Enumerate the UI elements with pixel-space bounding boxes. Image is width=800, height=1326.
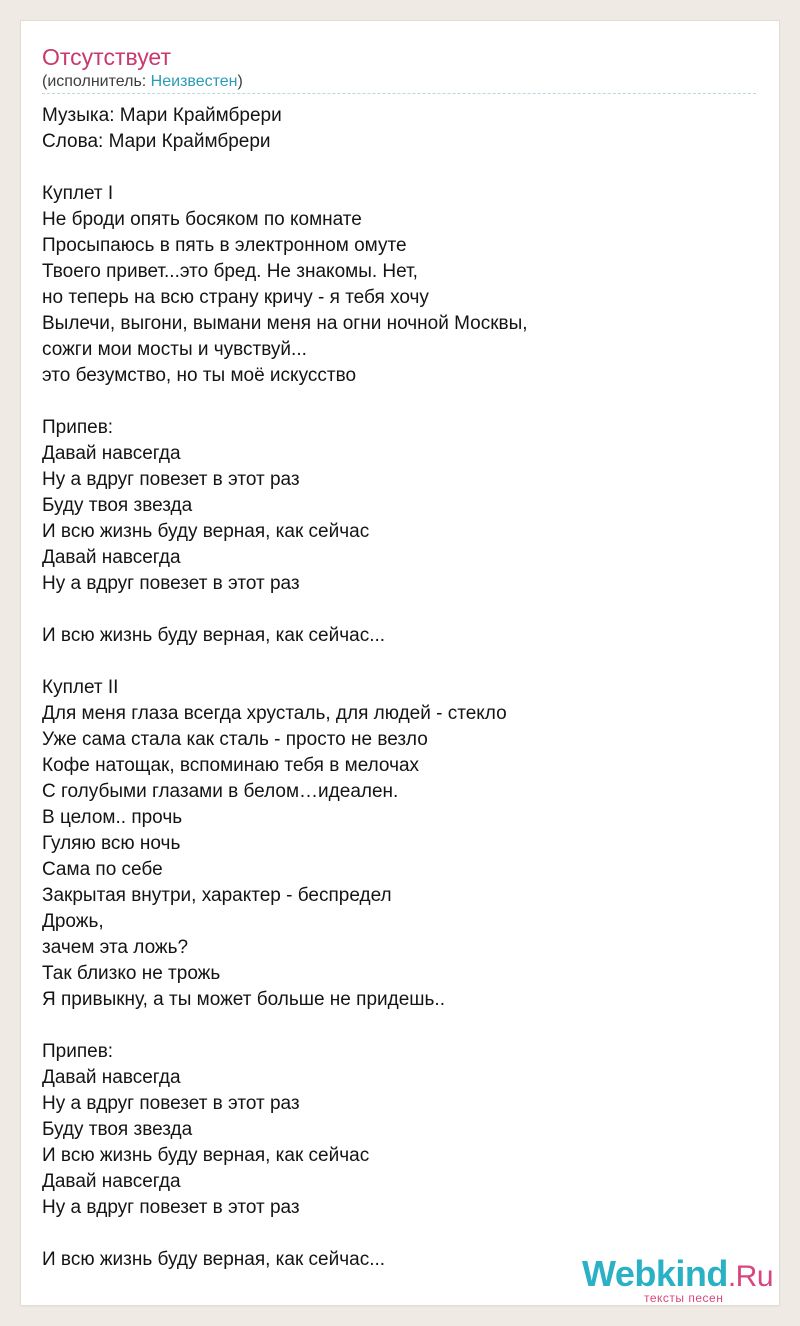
lyric-blank-line: [42, 389, 756, 415]
lyric-line: Уже сама стала как сталь - просто не везло: [42, 729, 428, 750]
lyric-line: Закрытая внутри, характер - беспредел: [42, 885, 392, 906]
lyrics-text: [42, 103, 756, 1273]
lyric-line: И всю жизнь буду верная, как сейчас...: [42, 1249, 386, 1270]
lyric-line: но теперь на всю страну кричу - я тебя хочу: [42, 287, 429, 308]
lyric-line: Ну а вдруг повезет в этот раз: [42, 573, 300, 594]
lyric-line: Ну а вдруг повезет в этот раз: [42, 1093, 300, 1114]
artist-link[interactable]: Неизвестен: [150, 73, 238, 90]
lyric-blank-line: [42, 1221, 756, 1247]
logo-name: Webkind: [582, 1253, 728, 1294]
lyric-line: Припев:: [42, 417, 114, 438]
lyric-line: Я привыкну, а ты может больше не придешь..: [42, 989, 445, 1010]
lyric-line: И всю жизнь буду верная, как сейчас: [42, 1145, 370, 1166]
lyric-line: Гуляю всю ночь: [42, 833, 181, 854]
site-logo[interactable]: [582, 1254, 776, 1304]
lyric-line: Ну а вдруг повезет в этот раз: [42, 469, 300, 490]
lyric-line: Кофе натощак, вспоминаю тебя в мелочах: [42, 755, 420, 776]
lyric-line: В целом.. прочь: [42, 807, 183, 828]
song-title: Отсутствует: [42, 44, 171, 70]
lyric-line: Вылечи, выгони, вымани меня на огни ночной Москвы,: [42, 313, 528, 334]
lyric-blank-line: [42, 649, 756, 675]
logo-tld: .Ru: [727, 1260, 774, 1293]
lyric-line: Дрожь,: [42, 911, 104, 932]
lyric-line: Припев:: [42, 1041, 114, 1062]
artist-suffix: ): [237, 73, 243, 90]
lyric-line: Давай навсегда: [42, 443, 181, 464]
lyric-line: Ну а вдруг повезет в этот раз: [42, 1197, 300, 1218]
lyric-line: Куплет I: [42, 183, 114, 204]
lyric-line: зачем эта ложь?: [42, 937, 189, 958]
lyric-line: И всю жизнь буду верная, как сейчас: [42, 521, 370, 542]
lyric-line: И всю жизнь буду верная, как сейчас...: [42, 625, 386, 646]
lyric-line: Музыка: Мари Краймбрери: [42, 105, 282, 126]
lyric-blank-line: [42, 155, 756, 181]
lyric-blank-line: [42, 1013, 756, 1039]
lyric-line: Давай навсегда: [42, 1067, 181, 1088]
lyric-line: С голубыми глазами в белом…идеален.: [42, 781, 399, 802]
lyric-line: Буду твоя звезда: [42, 495, 193, 516]
lyric-line: Буду твоя звезда: [42, 1119, 193, 1140]
logo-tagline: тексты песен: [644, 1291, 724, 1305]
lyric-line: это безумство, но ты моё искусство: [42, 365, 357, 386]
lyric-line: сожги мои мосты и чувствуй...: [42, 339, 307, 360]
artist-prefix: (исполнитель:: [42, 73, 151, 90]
artist-info: [42, 73, 243, 91]
lyric-line: Просыпаюсь в пять в электронном омуте: [42, 235, 407, 256]
lyric-blank-line: [42, 597, 756, 623]
lyric-line: Так близко не трожь: [42, 963, 221, 984]
lyrics-card: [21, 21, 779, 1305]
lyric-line: Слова: Мари Краймбрери: [42, 131, 271, 152]
lyric-line: Для меня глаза всегда хрусталь, для людей - стекло: [42, 703, 507, 724]
lyric-line: Не броди опять босяком по комнате: [42, 209, 362, 230]
lyric-line: Давай навсегда: [42, 1171, 181, 1192]
lyric-line: Твоего привет...это бред. Не знакомы. Нет,: [42, 261, 418, 282]
lyric-line: Давай навсегда: [42, 547, 181, 568]
lyric-line: Сама по себе: [42, 859, 163, 880]
lyric-line: Куплет II: [42, 677, 119, 698]
title-divider: [42, 93, 756, 94]
